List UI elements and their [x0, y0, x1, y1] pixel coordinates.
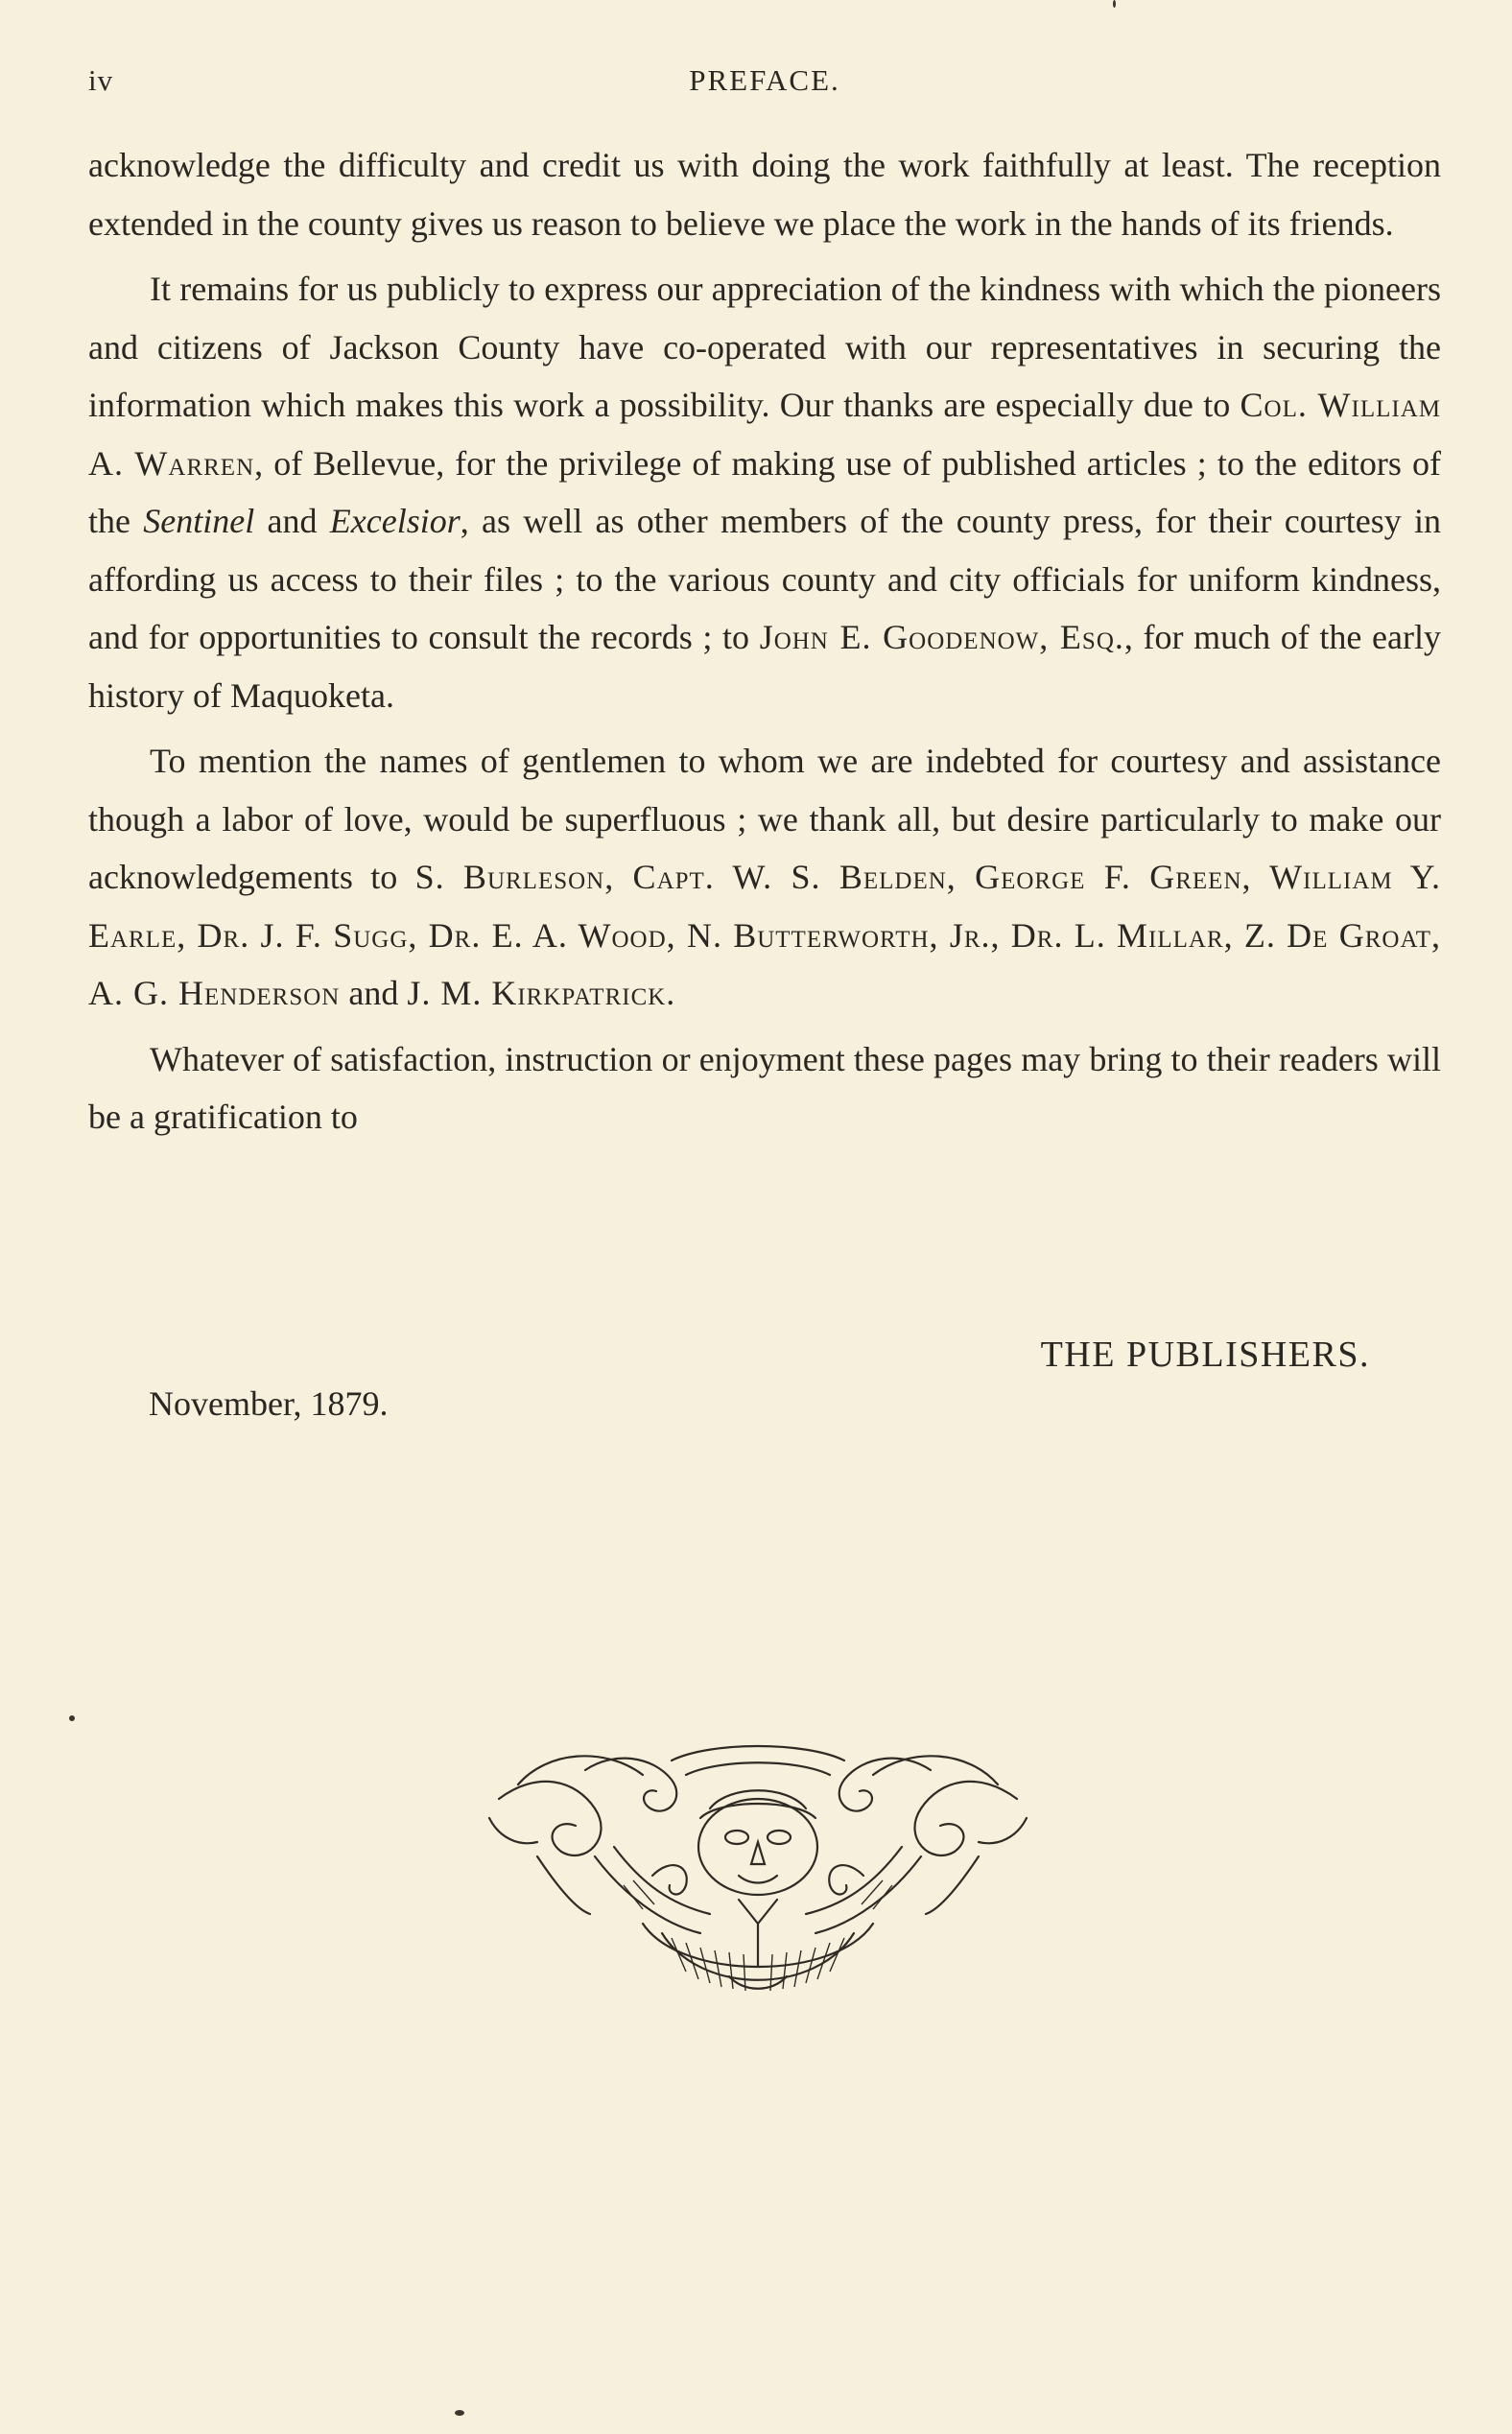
signature: THE PUBLISHERS.: [1040, 1335, 1370, 1375]
paragraph-4: Whatever of satisfaction, instruction or enjoyment these pages may bring to their readers will be a gratification to: [88, 1039, 1441, 1136]
running-head: [88, 63, 1441, 106]
paragraph-2-text-e: , for much of the early history of Maquoketa.: [88, 618, 1441, 715]
name-goodenow: John E. Goodenow, Esq.: [759, 618, 1124, 656]
paragraph-3: [88, 732, 1441, 1023]
paragraph-1: acknowledge the difficulty and credit us with doing the work faithfully at least. The reception extended in the county gives us reason to believe we place the work in the hands of its friends.: [88, 146, 1441, 243]
name-warren: Col. William A. Warren: [88, 386, 1442, 483]
name-kirkpatrick: J. M. Kirkpatrick: [407, 974, 667, 1012]
preface-body: [88, 136, 1441, 1154]
sentinel-title: Sentinel: [143, 502, 255, 540]
ink-speck: [69, 1715, 75, 1721]
paragraph-3-text-b: and: [340, 974, 408, 1012]
tailpiece-ornament-icon: [480, 1741, 1036, 2010]
paragraph-3-text-a: To mention the names of gentlemen to whom we are indebted for courtesy and assistance though a labor of love, would be superfluous ; we thank all, but desire particularly to make our acknowledgements to: [88, 742, 1441, 896]
ink-speck: [455, 2410, 464, 2416]
acknowledged-names: S. Burleson, Capt. W. S. Belden, George F. Green, William Y. Earle, Dr. J. F. Sugg, Dr. E. A. Wood, N. Butterworth, Jr., Dr. L. Millar, Z. De Groat, A. G. Henderson: [88, 858, 1441, 1012]
paragraph-2-text-a: It remains for us publicly to express our appreciation of the kindness with which the pioneers and citizens of Jackson County have co-operated with our representatives in securing the information which makes this work a possibility. Our thanks are especially due to: [88, 270, 1441, 424]
paragraph-2: [88, 260, 1441, 724]
paragraph-2-text-c: and: [254, 502, 330, 540]
dateline: November, 1879.: [149, 1384, 389, 1423]
page-number: iv: [88, 63, 114, 97]
ink-speck: [1113, 0, 1116, 8]
paragraph-2-text-b: , of Bellevue, for the privilege of making use of published articles ; to the editors of the: [88, 443, 1441, 540]
excelsior-title: Excelsior: [329, 502, 461, 540]
running-title: PREFACE.: [689, 63, 840, 97]
paragraph-3-text-c: .: [666, 974, 675, 1012]
paragraph-2-text-d: , as well as other members of the county press, for their courtesy in affording us access to their files ; to the various county and city officials for uniform kindness, and for opportunities to consult the records ; to: [88, 502, 1441, 656]
